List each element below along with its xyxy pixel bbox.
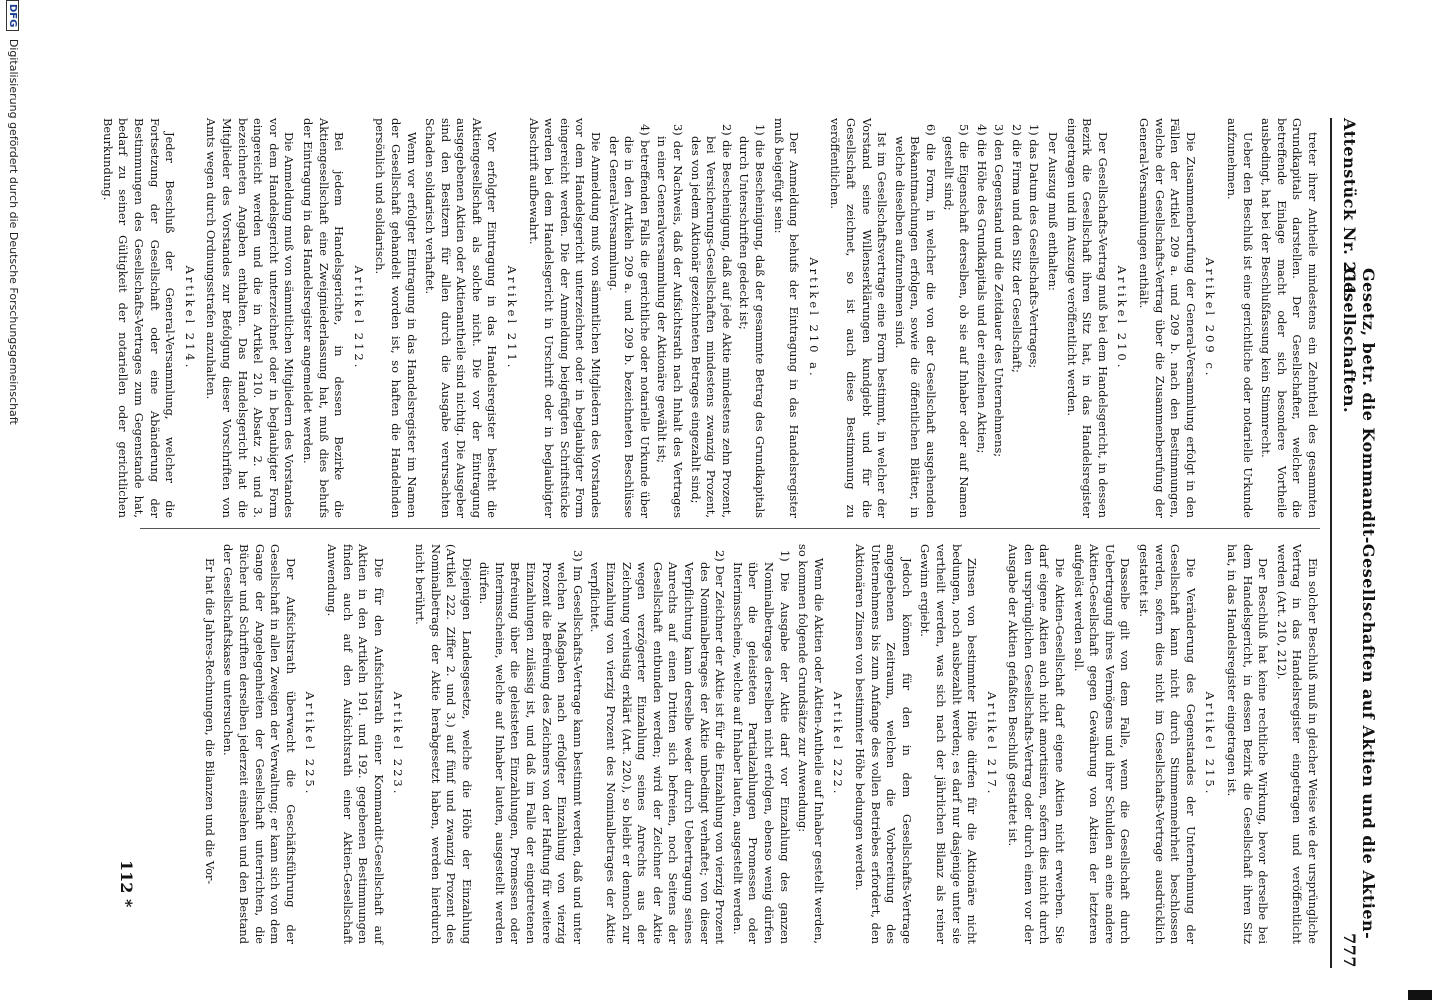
column-divider [140, 528, 1320, 529]
list-item: 2) die Bescheinigung, daß auf jede Aktie mindestens zehn Prozent, bei Versicherungs-Gesellschaften mindestens zwanzig Prozent, des von jedem Aktionär gezeichneten Betrages eingezahlt sind; [688, 124, 734, 518]
list-item: 1) das Datum des Gesellschafts-Vertrages; [1027, 124, 1042, 369]
article-heading: Artikel 222. [831, 691, 846, 797]
paragraph: Die Anmeldung muß von sämmtlichen Mitgliedern des Vorstandes vor dem Handelsgericht unterzeichnet oder in beglaubigter Form eingereicht werden. Die der Anmeldung beigefügten Schriftstücke werden bei dem Handelsgericht in Urschrift oder in beglaubigter Abschrift aufbewahrt. [526, 118, 604, 518]
list-item: 4) die Höhe des Grundkapitals und der einzelnen Aktien; [974, 124, 989, 454]
paragraph: Ueber den Beschluß ist eine gerichtliche oder notarielle Urkunde aufzunehmen. [1225, 118, 1255, 518]
paragraph: Der Auszug muß enthalten: [1046, 132, 1061, 291]
header-document-number: Attenstück Nr. 211. [1340, 118, 1359, 303]
paragraph: Ist im Gesellschaftsvertrage eine Form bestimmt, in welcher der Vorstand seine Willenserklärungen kundgiebt und für die Gesellschaft zeichnet, so ist auch diese Bestimmung zu veröffentlichen. [828, 118, 890, 518]
article-heading: Artikel 209 c. [1203, 257, 1218, 379]
right-text-column [140, 544, 1320, 944]
list-item: 3) den Gegenstand und die Zeitdauer des Unternehmens; [992, 124, 1007, 458]
paragraph: Wenn die Aktien oder Aktien-Antheile auf Inhaber gestellt werden, so kommen folgende Grundsätze zur Anwendung: [796, 544, 826, 944]
digitization-note [6, 0, 20, 990]
article-heading: Artikel 225. [303, 691, 318, 797]
list-item: 5) die Eigenschaft derselben, ob sie auf Inhaber oder auf Namen gestellt sind; [941, 124, 972, 518]
scan-edge-mark [1408, 990, 1432, 1000]
paragraph: Die Aktien-Gesellschaft darf eigene Aktien nicht erwerben. Sie darf eigene Aktien auch nicht amortisiren, sofern dies nicht durch den ursprünglichen Gesellschafts-Vertrag oder durch einen vor der Ausgabe der Aktien gefaßten Beschluß gestattet ist. [1006, 544, 1068, 944]
paragraph: Der Beschluß hat keine rechtliche Wirkung, bevor derselbe bei dem Handelsgericht, in dessen Bezirk die Gesellschaft ihren Sitz hat, in das Handelsregister eingetragen ist. [1225, 544, 1271, 944]
page-header [1330, 118, 1376, 968]
signature-number: 112 * [117, 860, 136, 908]
paragraph: Der Gesellschafts-Vertrag muß bei dem Handelsgericht, in dessen Bezirk die Gesellschaft ihren Sitz hat, in das Handelsregister eingetragen und im Auszuge veröffentlicht werden. [1064, 118, 1110, 518]
paragraph: Jeder Beschluß der General-Versammlung, welcher die Fortsetzung der Gesellschaft oder eine Abänderung der Bestimmungen des Gesellschafts-Vertrages zum Gegenstande hat, bedarf zu seiner Gültigkeit der notariellen oder gerichtlichen Beurkundung. [100, 118, 178, 518]
paragraph: Er hat die Jahres-Rechnungen, die Bilanzen und die Vor- [202, 558, 217, 885]
list-item: 1) Die Ausgabe der Aktie darf vor Einzahlung des ganzen Nominalbetrages derselben nicht erfolgen, ebenso wenig dürfen über die geleisteten Partialzahlungen Promessen oder Interimsscheine, welche auf Inhaber lauten, ausgestellt werden. [730, 550, 792, 944]
article-heading: Artikel 211. [505, 265, 520, 371]
article-heading: Artikel 214. [182, 265, 197, 371]
paragraph: Zinsen von bestimmter Höhe dürfen für die Aktionäre nicht bedungen, noch ausbezahlt werden; es darf nur dasjenige unter sie vertheilt werden, was sich nach der jährlichen Bilanz als reiner Gewinn ergiebt. [918, 544, 980, 944]
paragraph: treter ihrer Antheile mindestens ein Zehntheil des gesammten Grundkapitals darstellen. Der Gesellschafter, welcher die betreffende Einlage macht oder sich besondere Vortheile ausbedingt, hat bei der Beschlußfassung kein Stimmrecht. [1259, 118, 1320, 518]
list-item: 3) der Nachweis, daß der Aufsichtsrath nach Inhalt des Vertrages in einer Generalversammlung der Aktionäre gewählt ist; [655, 124, 686, 518]
paragraph: Die Zusammenberufung der General-Versammlung erfolgt in den Fällen der Artikel 209 a. und 209 b. nach den Bestimmungen, welche der Gesellschafts-Vertrag über die Zusammenberufung der General-Versammlungen enthält. [1137, 118, 1198, 518]
paragraph: Die Veränderung des Gegenstandes der Unternehmung der Gesellschaft kann nicht durch Stimmenmehrheit beschlossen werden, sofern dies nicht im Gesellschafts-Vertrage ausdrücklich gestattet ist. [1137, 544, 1198, 944]
paragraph: Die Anmeldung muß von sämmtlichen Mitgliedern des Vorstandes vor dem Handelsgericht unterzeichnet oder in beglaubigter Form eingereicht werden und die in Artikel 210. Absatz 2. und 3. bezeichneten Angaben enthalten. Das Handelsgericht hat die Mitglieder des Vorstandes zur Befolgung dieser Vorschriften von Amts wegen durch Ordnungsstrafen anzuhalten. [204, 118, 297, 518]
list-item: 1) die Bescheinigung, daß der gesammte Betrag des Grundkapitals durch Unterschriften gedeckt ist; [737, 124, 767, 518]
header-title: Gesetz, betr. die Kommandit-Gesellschaften auf Aktien und die Aktien-Gesellschaften. [1340, 268, 1378, 940]
article-heading: Artikel 223. [391, 691, 406, 797]
paragraph: Ein solcher Beschluß muß in gleicher Weise wie der ursprüngliche Vertrag in das Handelsregister eingetragen und veröffentlicht werden (Art. 210, 212). [1274, 544, 1320, 944]
paragraph: Diejenigen Landesgesetze, welche die Höhe der Einzahlung (Artikel 222. Ziffer 2. und 3.) auf fünf und zwanzig Prozent des Nominalbetrags der Aktie herabgesetzt haben, werden hierdurch nicht berührt. [412, 544, 474, 944]
list-item: 2) Der Zeichner der Aktie ist für die Einzahlung von vierzig Prozent des Nominalbetrages der Aktie unbedingt verhaftet; von dieser Verpflichtung kann derselbe weder durch Uebertragung seines Anrechts auf einen Dritten sich befreien, noch Seitens der Gesellschaft entbunden werden; wird der Zeichner der Aktie wegen verzögerter Einzahlung seines Anrechts aus der Zeichnung verlustig erklärt (Art. 220.), so bleibt er dennoch zur Einzahlung von vierzig Prozent des Nominalbetrages der Aktie verpflichtet. [588, 550, 728, 944]
paragraph: Dasselbe gilt von dem Falle, wenn die Gesellschaft durch Uebertragung ihres Vermögens und ihrer Schulden an eine andere Aktien-Gesellschaft gegen Gewährung von Aktien der letzteren aufgelöst werden soll. [1071, 544, 1133, 944]
article-heading: Artikel 210. [1115, 265, 1130, 371]
paragraph: Der Anmeldung behufs der Eintragung in das Handelsregister muß beigefügt sein: [771, 118, 802, 518]
list-item: 2) die Firma und den Sitz der Gesellschaft; [1009, 124, 1024, 373]
paragraph: Der Aufsichtsrath überwacht die Geschäftsführung der Gesellschaft in allen Zweigen der Verwaltung; er kann sich von dem Gange der Angelegenheiten der Gesellschaft unterrichten, die Bücher und Schriften derselben jederzeit einsehen und den Bestand der Gesellschaftskasse untersuchen. [221, 544, 298, 944]
list-item: 3) Im Gesellschafts-Vertrage kann bestimmt werden, daß und unter welchen Maßgaben nach erfolgter Einzahlung von vierzig Prozent die Befreiung des Zeichners von der Haftung für weitere Einzahlungen zulässig ist, und daß im Falle der eingetretenen Befreiung über die geleisteten Einzahlungen, Promessen oder Interimsscheine, welche auf Inhaber lauten, ausgestellt werden dürfen. [477, 550, 585, 944]
dfg-logo-icon: DFG [6, 0, 19, 31]
paragraph: Vor erfolgter Eintragung in das Handelsregister besteht die Aktiengesellschaft als solche nicht. Die vor der Eintragung ausgegebenen Aktien oder Aktienantheile sind nichtig. Die Ausgeber sind den Besitzern für allen durch die Ausgabe verursachten Schaden solidarisch verhaftet. [423, 118, 500, 518]
article-heading: Artikel 215. [1203, 691, 1218, 797]
article-heading: Artikel 212. [351, 265, 366, 371]
digitization-note-text: Digitalisierung gefördert durch die Deutsche Forschungsgemeinschaft [7, 38, 20, 425]
left-text-column [100, 118, 1320, 518]
header-page-number: 777 [1340, 933, 1359, 968]
paragraph: Bei jedem Handelsgerichte, in dessen Bezirke die Aktiengesellschaft eine Zweigniederlassung hat, muß dies behufs der Eintragung in das Handelsregister angemeldet werden. [300, 118, 347, 518]
article-heading: Artikel 217. [984, 691, 999, 797]
list-item: 6) die Form, in welcher die von der Gesellschaft ausgehenden Bekanntmachungen erfolgen, sowie die öffentlichen Blätter, in welche dieselben aufzunehmen sind. [892, 124, 938, 518]
list-item: 4) betreffenden Falls die gerichtliche oder notarielle Urkunde über die in den Artikeln 209 a. und 209 b. bezeichneten Beschlüsse der General-Versammlung. [606, 124, 652, 518]
paragraph: Wenn vor erfolgter Eintragung in das Handelsregister im Namen der Gesellschaft gehandelt worden ist, so haften die Handelnden persönlich und solidarisch. [373, 118, 419, 518]
paragraph: Die für den Aufsichtsrath einer Kommandit-Gesellschaft auf Aktien in den Artikeln 191. und 192. gegebenen Bestimmungen finden auch auf den Aufsichtsrath einer Aktien-Gesellschaft Anwendung. [324, 544, 386, 944]
paragraph: Jedoch können für den in dem Gesellschafts-Vertrage angegebenen Zeitraum, welchen die Vorbereitung des Unternehmens bis zum Anfange des vollen Betriebes erfordert, den Aktionären Zinsen von bestimmter Höhe bedungen werden. [852, 544, 914, 944]
article-heading: Artikel 210 a. [806, 257, 821, 379]
